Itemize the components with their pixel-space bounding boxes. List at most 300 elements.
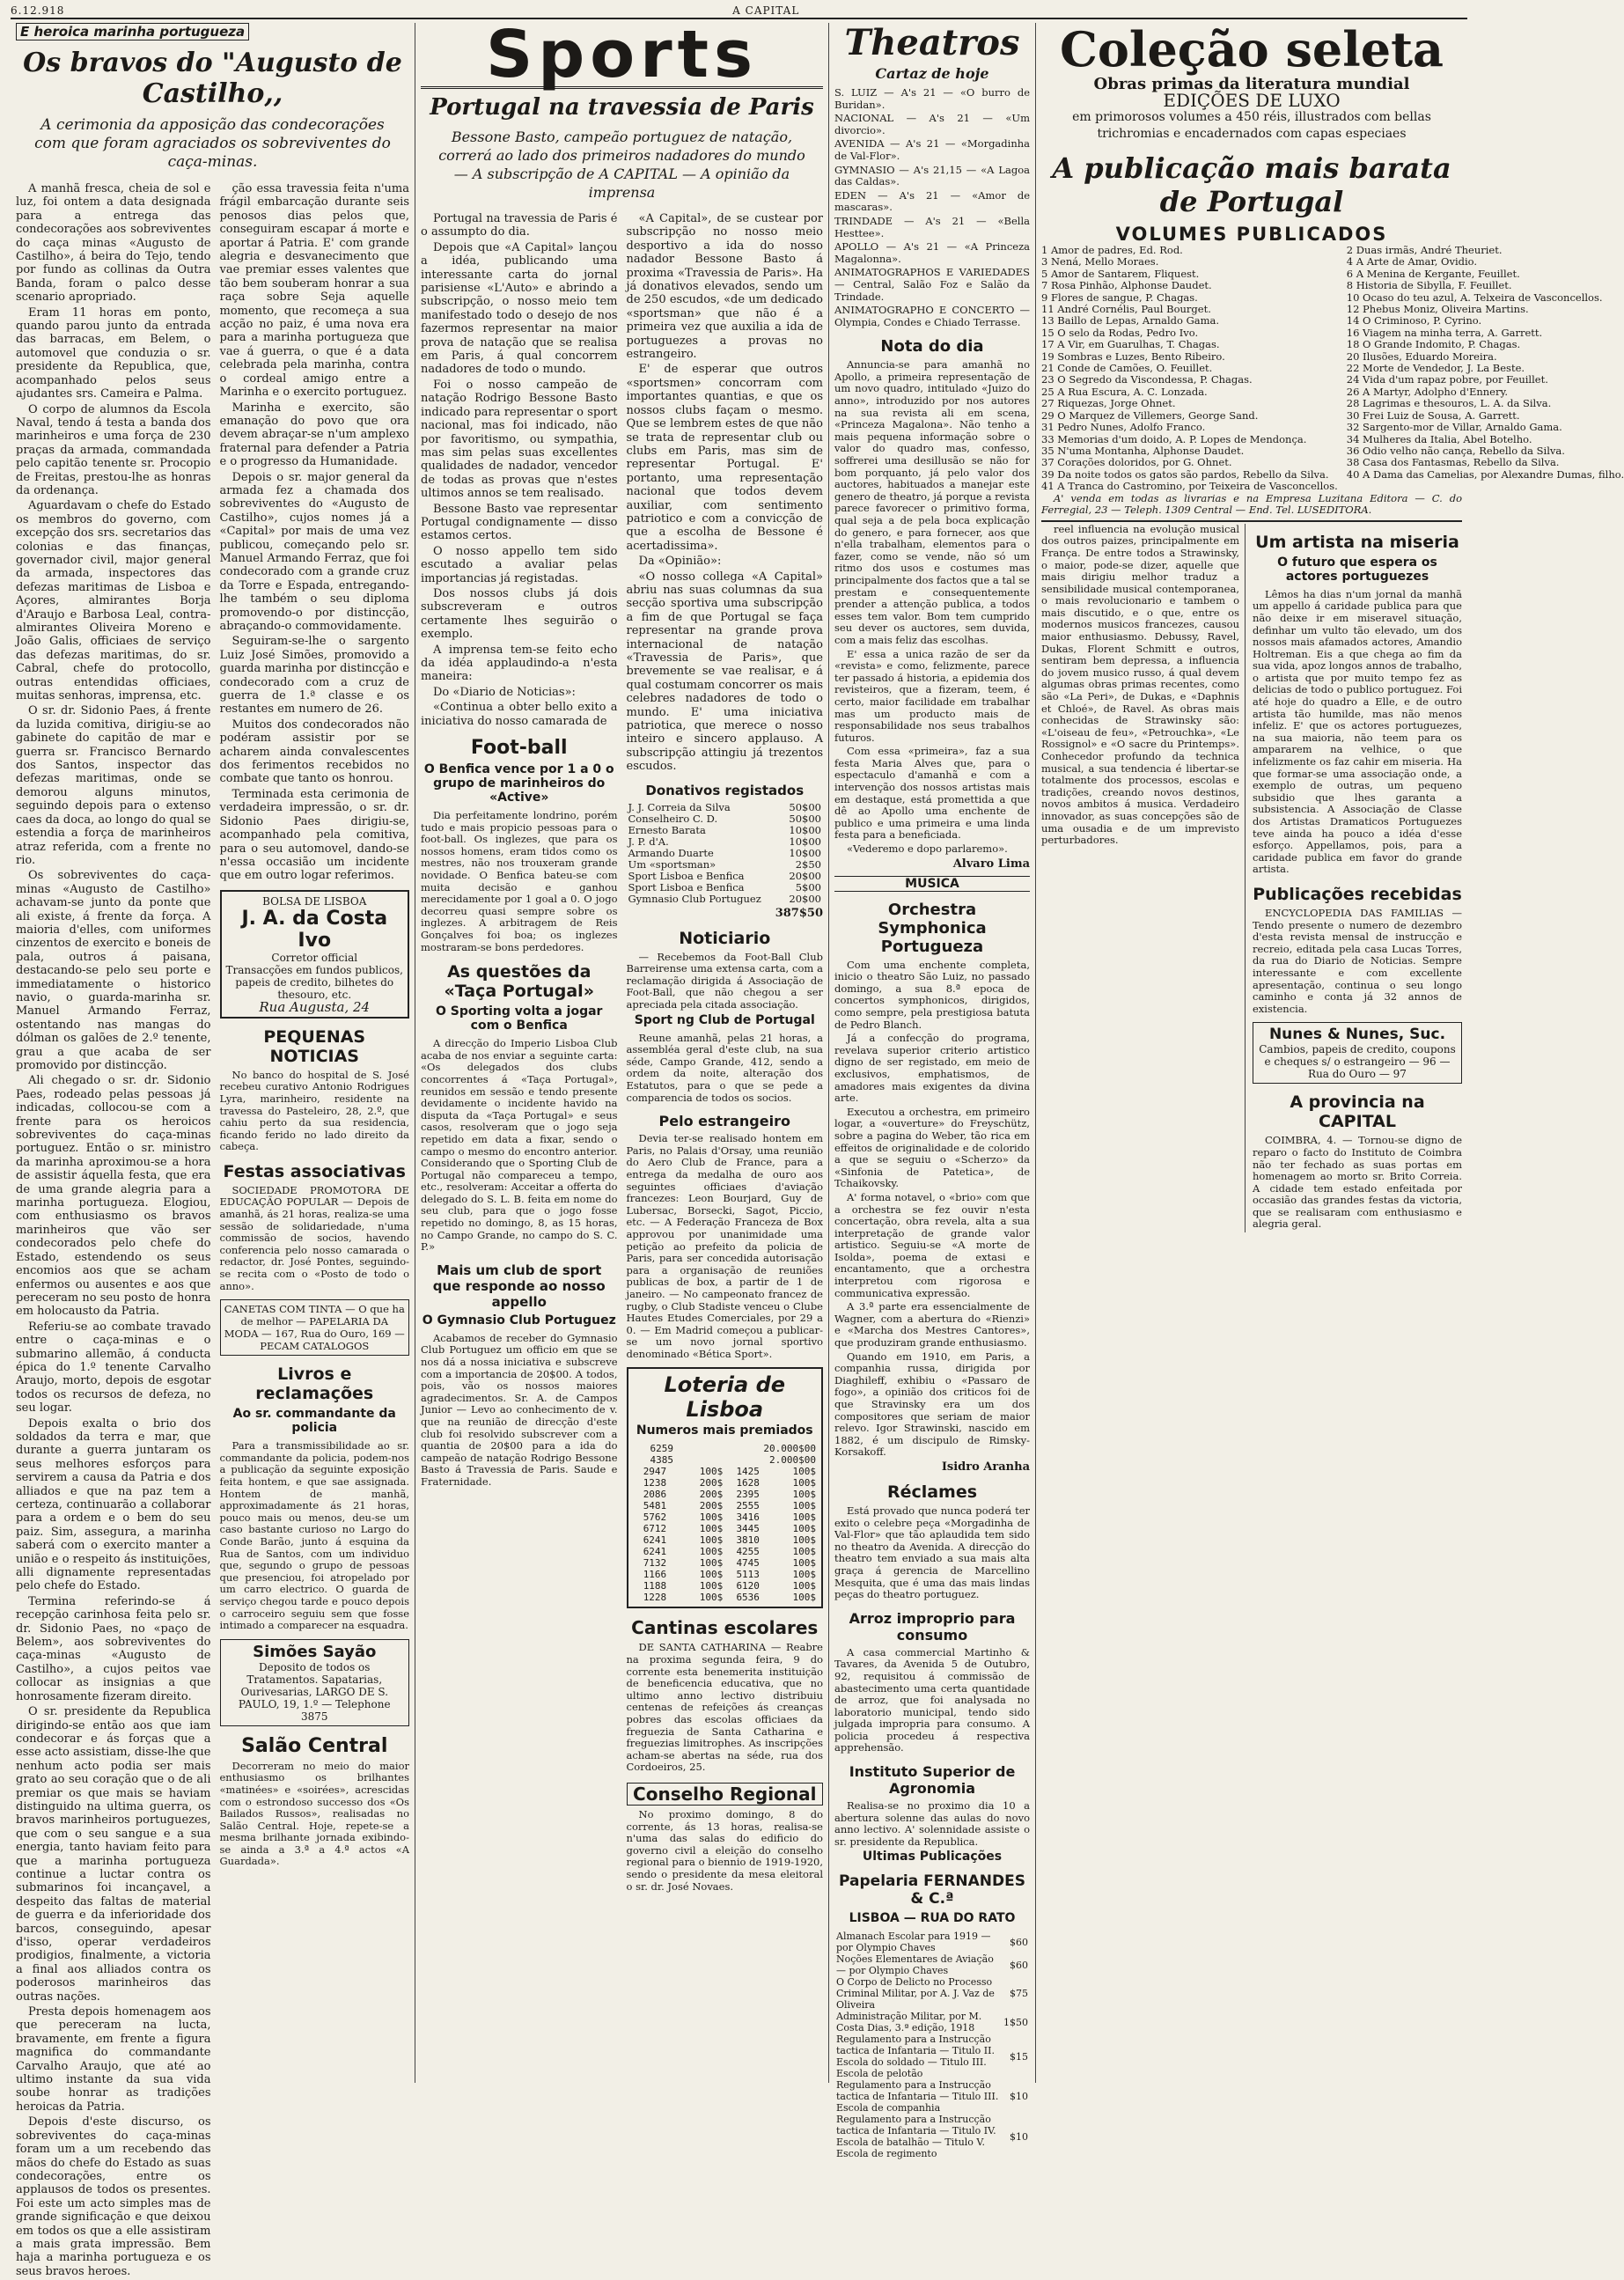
cantinas-text: DE SANTA CATHARINA — Reabre na proxima segunda feira, 9 do corrente esta benemerita instituição de beneficencia educativa, que no ultimo anno lectivo distribuiu centenas de refeições ás creanças pobres das escolas officiaes da freguezia de Santa Catharina e freguezias limitrophes. As inscripções acham-se abertas na séde, rua dos Cordoeiros, 25. xyxy=(626,1641,823,1774)
travessia-deck: Bessone Basto, campeão portuguez de natação, correrá ao lado dos primeiros nadadores do mundo — A subscripção de A CAPITAL — A opinião da imprensa xyxy=(438,129,805,201)
bolsa-title: BOLSA DE LISBOA xyxy=(262,894,367,908)
cartaz-item: ANIMATOGRAPHO E CONCERTO — Olympia, Condes e Chiado Terrasse. xyxy=(834,304,1030,328)
para: Com essa «primeira», faz a sua festa Maria Alves que, para o espectaculo d'amanhã e com a intervenção dos nossos artistas mais em destaque, está promettida a que dê ao Apollo uma enchente de publico e uma primeira e uma linda festa para a beneficiada. xyxy=(834,745,1030,842)
fernandes-row xyxy=(834,1976,1030,2011)
volume-item: 5 Amor de Santarem, Fliquest. xyxy=(1041,267,1200,280)
volume-item: 31 Pedro Nunes, Adolfo Franco. xyxy=(1041,421,1206,434)
table-cell: Gymnasio Club Portuguez xyxy=(628,892,761,905)
pequenas-text: No banco do hospital de S. José recebeu curativo Antonio Rodrigues Lyra, marinheiro, residente na travessa do Pasteleiro, 28, 2.º, que cahiu perto da sua residencia, ficando ferido no lado direito da cabeça. xyxy=(219,1068,409,1153)
table-cell: 100$ xyxy=(699,1511,724,1524)
football-sub: O Benfica vence por 1 a 0 o grupo de marinheiros do «Active» xyxy=(423,762,614,805)
table-cell: 4745 xyxy=(736,1557,760,1570)
table-cell: 200$ xyxy=(699,1477,724,1489)
para: Marinha e exercito, são emanação do povo que ora devem abraçar-se n'um amplexo fraternal para defender a Patria e o progresso da Humanidade. xyxy=(219,401,409,469)
para: O nosso appello tem sido escutado a avaliar pelas importancias já registadas. xyxy=(421,544,618,585)
table-cell: 10$00 xyxy=(789,823,821,836)
table-cell: 10$00 xyxy=(789,846,821,859)
orchestra-body xyxy=(834,960,1030,1459)
table-cell: 50$00 xyxy=(789,800,821,813)
table-cell: 5113 xyxy=(736,1569,760,1581)
fernandes-body xyxy=(834,1931,1030,2159)
loteria-top-body xyxy=(632,1443,819,1466)
volume-item: 30 Frei Luiz de Sousa, A. Garrett. xyxy=(1346,408,1520,422)
loteria-row xyxy=(632,1466,819,1477)
volume-item: 22 Morte de Vendedor, J. La Beste. xyxy=(1346,362,1525,375)
para: O sr. presidente da Republica dirigindo-se então aos que iam condecorar e ás forças que a esse acto assistiam, disse-lhe que nenhum acto podia ser mais grato ao seu coração que o de ali premiar os que mais se haviam distinguido na ultima guerra, os bravos marinheiros portuguezes, que com o seu sangue e a sua energia, tanto haviam feito para que a marinha portugueza continue a luctar contra os submarinos foi incançavel, a despeito das faltas de material de guerra e da inferioridade dos barcos, conseguindo, apesar d'isso, operar verdadeiros prodigios, finalmente, a victoria a final aos alliados contra os poderosos marinheiros das outras nações. xyxy=(16,1705,211,2004)
loteria-top-row xyxy=(632,1454,819,1466)
volume-item: 40 A Dama das Camelias, por Alexandre Dumas, filho. xyxy=(1346,467,1624,481)
article-col-b xyxy=(220,182,410,2280)
loteria-title: Loteria de Lisboa xyxy=(664,1372,786,1423)
table-cell: 5762 xyxy=(643,1511,667,1524)
provincia-text: COIMBRA, 4. — Tornou-se digno de reparo o facto do Instituto de Coimbra não ter fechado as suas portas em homenagem ao morto sr. Brito Correia. A cidade tem estado enfeitada por occasião das grandes festas da victoria, que se realisaram com enthusiasmo e alegria geral. xyxy=(1253,1134,1462,1231)
table-cell: 1188 xyxy=(643,1580,667,1592)
table-cell: 5$00 xyxy=(795,880,821,894)
table-cell: 100$ xyxy=(792,1569,816,1581)
pub-head: A publicação mais barata de Portugal xyxy=(1052,151,1451,218)
noticiario-title: Noticiario xyxy=(679,928,771,948)
taca-sub: O Sporting volta a jogar com o Benfica xyxy=(436,1004,603,1033)
para: Presta depois homenagem aos que pereceram na lucta, bravamente, em frente a figura magnifica do commandante Carvalho Araujo, que até ao ultimo instante da sua vida soube honrar as tradições heroicas da Patria. xyxy=(16,2005,211,2114)
arroz-title: Arroz improprio para consumo xyxy=(849,1609,1016,1644)
para: Da «Opinião»: xyxy=(638,555,722,569)
headline-augusto-castilho: Os bravos do "Augusto de Castilho,, xyxy=(23,48,402,109)
loteria-box xyxy=(627,1367,824,1608)
cartaz-item: AVENIDA — A's 21 — «Morgadinha de Val-Flor». xyxy=(834,137,1030,162)
simoes-title: Simões Sayão xyxy=(253,1642,377,1661)
volume-item: 9 Flores de sangue, P. Chagas. xyxy=(1041,291,1198,304)
table-cell: 6712 xyxy=(643,1523,667,1535)
table-cell: 20$00 xyxy=(789,869,821,882)
para: E' de esperar que outros «sportsmen» concorram com importantes quantias, e que os nossos clubs façam o mesmo. Que se lembrem estes de que não se trata de representar club ou clubs em Paris, mas sim de representar Portugal. E' portanto, uma representação nacional que todos devem auxiliar, com sentimento patriotico e com a convicção de que a escolha de Bessone é acertadissima». xyxy=(626,363,823,553)
donativo-row xyxy=(627,813,824,825)
table-cell: 100$ xyxy=(699,1546,724,1558)
canetas-ad: CANETAS COM TINTA — O que ha de melhor — PAPELARIA DA MODA — 167, Rua do Ouro, 169 — PECAM CATALOGOS xyxy=(220,1299,410,1356)
artista-title: Um artista na miseria xyxy=(1255,532,1459,552)
loteria-row xyxy=(632,1534,819,1546)
table-cell: 100$ xyxy=(792,1580,816,1592)
volume-item: 18 O Grande Indomito, P. Chagas. xyxy=(1346,338,1521,351)
table-cell: 100$ xyxy=(699,1580,724,1592)
volume-item: 37 Corações doloridos, por G. Ohnet. xyxy=(1041,456,1232,469)
para: Depois exalta o brio dos soldados da terra e mar, que durante a guerra juntaram os seus melhores esforços para servirem a causa da Patria e dos alliados e que na paz tem a certeza, continuarão a collaborar para a ordem e o bem do seu paiz. Sim, assegura, a marinha saberá com o exercito manter a união e o respeito ás instituições, alli dignamente representadas pelo chefe do Estado. xyxy=(16,1416,211,1593)
para: E' essa a unica razão de ser da «revista» e como, felizmente, parece ter passado á historia, a epidemia dos revisteiros, que a fizeram, teem, é certo, maior facilidade em trabalhar mas um producto mais de responsabilidade nos seus trabalhos futuros. xyxy=(834,647,1030,744)
instituto-text: Realisa-se no proximo dia 10 a abertura solenne das aulas do novo anno lectivo. A' solennidade assiste o sr. presidente da Republica. xyxy=(834,1799,1030,1848)
loteria-row xyxy=(632,1546,819,1557)
artista-text: Lêmos ha dias n'um jornal da manhã um appello á caridade publica para que não deixe ir em miseravel situação, definhar um vulto tão elevado, um dos nossos mais afamados actores, Amandio Holtreman. Eis a que chega ao fim da sua vida, apoz longos annos de trabalho, o artista que por muito tempo fez as delicias de todo o publico portuguez. Foi até hoje do quadro a Elle, e de outro artista tão humilde, mas não menos infeliz. E' que os actores portuguezes, na sua maioria, não teem para os ampararem na velhice, o que infelizmente os faz cahir em miseria. Ha que formar-se uma associação onde, a exemplo de outras, um pequeno subsidio que lhes garanta a subsistencia. A Associação de Classe dos Artistas Dramaticos Portuguezes teve ainda ha pouco a idéa d'esse esforço. Appellamos, pois, para a caridade publica em favor do grande artista. xyxy=(1253,587,1462,876)
table-cell: 2555 xyxy=(736,1500,760,1512)
donativo-row xyxy=(627,836,824,848)
para: Depois d'este discurso, os sobreviventes do caça-minas foram um a um recebendo das mãos do chefe do Estado as suas condecorações, entre os applausos de todos os presentes. Foi este um acto simples mas de grande significação e que deixou em todos os que a elle assistiram a mais grata impressão. Bem haja a marinha portugueza e os seus bravos heroes. xyxy=(16,2115,211,2278)
table-cell: Ernesto Barata xyxy=(628,823,706,836)
livros-sub: Ao sr. commandante da policia xyxy=(232,1407,396,1436)
fernandes-table xyxy=(834,1931,1030,2159)
nota-signature: Alvaro Lima xyxy=(952,857,1030,871)
nunes-lines: Cambios, papeis de credito, coupons e cheques s/ o estrangeiro — 96 — Rua do Ouro — 97 xyxy=(1259,1043,1456,1081)
donativos-table xyxy=(627,802,824,905)
para: Annuncia-se para amanhã no Apollo, a primeira representação de um novo quadro, intitulado «Juizo do anno», introduzido por nos autores na sua revista ali em scena, «Princeza Magalona». Não tenho a mais pequena informação sobre o valor do quadro mas, confesso, soffrerei uma desillusão se não for bom porquanto, já pelo valor dos auctores, habituados a manejar este genero de theatro, já porque a revista parece favorecer o primitivo forma, qual seja a de pela boca explicação do genero, e para fornecer, aos que n'ella trabalham, elementos para o fazer, como se vende, não só um ritmo dos usos e costumes mas principalmente dos factos que a tal se prestam e consequentemente prender a attenção publica, a todos esses tem valor. Bom tem cumprido seu dever os auctores, sem duvida, com a mais feliz das escolhas. xyxy=(834,358,1030,646)
conselho-title: Conselho Regional xyxy=(627,1783,824,1806)
ultimas-title: Ultimas Publicações xyxy=(862,1850,1003,1864)
columns xyxy=(11,17,1624,2278)
donativos-title: Donativos registados xyxy=(645,782,805,798)
table-cell: Conselheiro C. D. xyxy=(628,812,718,825)
deck: A cerimonia da apposição das condecorações com que foram agraciados os sobreviventes do caça-minas. xyxy=(34,116,391,171)
volume-item: 8 Historia de Sibylla, F. Feuillet. xyxy=(1346,279,1512,292)
cartaz-item: TRINDADE — A's 21 — «Bella Hesttee». xyxy=(834,214,1030,239)
donativo-row xyxy=(627,882,824,894)
para: Terminada esta cerimonia de verdadeira impressão, o sr. dr. Sidonio Paes dirigiu-se, acompanhado pela comitiva, para o seu automovel, dando-se n'essa occasião um incidente que em outro logar referimos. xyxy=(219,787,409,883)
table-cell: 6536 xyxy=(736,1592,760,1604)
volume-item: 14 O Criminoso, P. Cyrino. xyxy=(1346,314,1482,327)
table-cell: 2$50 xyxy=(795,857,821,871)
para: Depois o sr. major general da armada fez a chamada dos sobreviventes do «Augusto de Castilho», cujos nomes já a «Capital» por mais de uma vez publicou, começando pelo sr. Manuel Armando Ferraz, que foi condecorado com a grande cruz da Torre e Espada, entregando-lhe também o seu diploma promovendo-o por distincção, abraçando-o commovidamente. xyxy=(219,470,409,633)
column-4 xyxy=(1036,21,1624,2083)
noticiario-sub: Sport ng Club de Portugal xyxy=(634,1012,815,1027)
theatros-masthead: Theatros xyxy=(844,22,1020,63)
para: Depois que «A Capital» lançou a idéa, publicando uma interessante carta do jornal parisiense «L'Auto» e abrindo a subscripção, o nosso meio tem manifestado todo o desejo de nos fazermos representar na maior prova de natação que se realisa em Paris, á qual concorrem nadadores de todo o mundo. xyxy=(421,240,618,377)
donativos-total: 387$50 xyxy=(775,906,823,920)
table-cell: 200$ xyxy=(699,1500,724,1512)
column-3 xyxy=(829,22,1036,2160)
table-cell: 10$00 xyxy=(789,835,821,848)
table-cell: 100$ xyxy=(699,1592,724,1604)
para: «O nosso collega «A Capital» abriu nas suas columnas da sua secção sportiva uma subscripção a fim de que Portugal se faça representar na grande prova internacional de natação «Travessia de Paris», que brevemente se vae realisar, e á qual costumam concorrer os mais celebres nadadores de todo o mundo. E' uma iniciativa patriotica, que merece o nosso inteiro e sincero applauso. A subscripção attingiu já trezentos escudos. xyxy=(626,570,823,774)
para: Aguardavam o chefe do Estado os membros do governo, com excepção dos srs. secretarios das colonias e das finanças, governador civil, major general da armada, inspectores das defezas maritimas de Lisboa e Açores, almirantes Borja d'Araujo e Barbosa Leal, contra-almirantes Oliveira Moreno e João Galis, officiaes de serviço das defezas maritimas, do sr. Cabral, chefe do protocollo, outras entendidas officiaes, muitas senhoras, imprensa, etc. xyxy=(16,499,211,703)
volume-item: 35 N'uma Montanha, Alphonse Daudet. xyxy=(1041,444,1245,457)
table-cell: 100$ xyxy=(792,1534,816,1547)
table-cell: 5481 xyxy=(643,1500,667,1512)
volume-item: 11 André Cornélis, Paul Bourget. xyxy=(1041,303,1211,316)
fernandes-row xyxy=(834,2079,1030,2114)
reclames-title: Réclames xyxy=(886,1482,978,1502)
table-cell: 100$ xyxy=(699,1466,724,1478)
para: A manhã fresca, cheia de sol e luz, foi ontem a data designada para a entrega das condecorações aos sobreviventes do caça minas «Augusto de Castilho», á beira do Tejo, tendo por fundo as collinas da Outra Banda, foram o palco desse scenario apropriado. xyxy=(16,182,211,305)
noticiario-text: — Recebemos da Foot-Ball Club Barreirense uma extensa carta, com a reclamação dirigida á Associação de Foot-Ball, que não chegou a ser apreciada pela citada associação. xyxy=(626,950,823,1011)
table-cell: 6241 xyxy=(643,1534,667,1547)
para: Termina referindo-se á recepção carinhosa feita pelo sr. dr. Sidonio Paes, no «paço de Belem», aos sobreviventes do caça-minas «Augusto de Castilho», a cujos peitos vae collocar as insignias a que honrosamente fizeram direito. xyxy=(16,1594,211,1703)
paper-name: A CAPITAL xyxy=(732,4,800,17)
table-cell: 1238 xyxy=(643,1477,667,1489)
cartaz-item: ANIMATOGRAPHOS E VARIEDADES — Central, Salão Foz e Salão da Trindade. xyxy=(834,266,1030,303)
artista-sub: O futuro que espera os actores portuguezes xyxy=(1277,555,1437,584)
pequenas-title: PEQUENAS NOTICIAS xyxy=(263,1026,366,1066)
fernandes-row xyxy=(834,1931,1030,1953)
arroz-text: A casa commercial Martinho & Tavares, da Avenida 5 de Outubro, 92, requisitou á commissão de abastecimento uma certa quantidade de arroz, que foi analysada no laboratorio municipal, tendo sido julgada impropria para consumo. A policia procedeu á respectiva apprehensão. xyxy=(834,1645,1030,1754)
volume-item: 21 Conde de Camões, O. Feuillet. xyxy=(1041,362,1213,375)
loteria-body xyxy=(632,1466,819,1603)
recebidas-title: Publicações recebidas xyxy=(1253,884,1462,904)
cartaz-list xyxy=(834,87,1030,328)
table-cell: Regulamento para a Instrucção tactica de Infantaria — Titulo IV. Escola de batalhão — Titulo V. Escola de regimento xyxy=(836,2114,996,2160)
volume-item: 20 Ilusões, Eduardo Moreira. xyxy=(1346,349,1497,363)
volumes-heading: VOLUMES PUBLICADOS xyxy=(1115,224,1388,245)
para: Portugal na travessia de Paris é o assumpto do dia. xyxy=(421,212,618,239)
bolsa-ad xyxy=(220,890,410,1019)
salao-text: Decorreram no meio do maior enthusiasmo os brilhantes «matinées» e «soirées», acrescidas com o estrondoso successo dos «Os Bailados Russos», realisadas no Salão Central. Hoje, repete-se a mesma brilhante jornada exibindo-se ainda a 3.ª a 4.ª actos «A Guardada». xyxy=(219,1759,409,1868)
table-cell: 200$ xyxy=(699,1489,724,1501)
para: Os sobreviventes do caça-minas «Augusto de Castilho» achavam-se junto da ponte que ali existe, á frente da força. A maioria d'elles, com uniformes cinzentos de exercito e boneis de pala, outros á paisana, destacando-se pelo seu porte e immediatamente o historico navio, o guarda-marinha sr. Manuel Armando Ferraz, ostentando nas mangas do dólman os galões de 2.º tenente, grau a que acaba de ser promovido por distincção. xyxy=(16,869,211,1072)
loteria-row xyxy=(632,1580,819,1592)
volume-item: 28 Lagrimas e thesouros, L. A. da Silva. xyxy=(1346,397,1552,410)
volume-item: 36 Odio velho não cança, Rebello da Silva. xyxy=(1346,444,1565,457)
table-cell: 20.000$00 xyxy=(763,1443,816,1455)
kicker: E heroica marinha portugueza xyxy=(16,23,249,40)
para: Foi o nosso campeão de natação Rodrigo Bessone Basto indicado para representar o sport nacional, mas foi indicado, não por favoritismo, ou sympathia, mas sim pelas suas excellentes qualidades de nadador, vencedor de todas as provas que n'estes ultimos annos se tem realisado. xyxy=(421,378,618,501)
fernandes-row xyxy=(834,2034,1030,2079)
gymnasio-text: Acabamos de receber do Gymnasio Club Portuguez um officio em que se nos dá a nossa iniciativa e subscreve com a importancia de 20$00. A todos, pois, vão os nossos maiores agradecimentos. Sr. A. de Campos Junior — Levo ao conhecimento de v. que na reunião de direcção d'este club foi resolvido subscrever com a quantia de 20$00 para a ida do campeão de natação Rodrigo Bessone Basto á Travessia de Paris. Saude e Fraternidade. xyxy=(421,1331,618,1488)
table-cell: $10 xyxy=(1010,2130,1028,2143)
col4-split xyxy=(1041,524,1462,1232)
table-cell: Regulamento para a Instrucção tactica de Infantaria — Titulo III. Escola de companhia xyxy=(836,2079,999,2115)
table-cell: 100$ xyxy=(699,1557,724,1570)
sports-col-a xyxy=(421,212,618,1894)
volume-item: 12 Phebus Moniz, Oliveira Martins. xyxy=(1346,303,1529,316)
table-cell: 2.000$00 xyxy=(769,1454,816,1467)
musica-header: MUSICA xyxy=(834,876,1030,892)
volume-item: 7 Rosa Pinhão, Alphonse Daudet. xyxy=(1041,279,1212,292)
volume-item: 26 A Martyr, Adolpho d'Ennery. xyxy=(1346,385,1509,398)
table-cell: Sport Lisboa e Benfica xyxy=(628,869,745,882)
sports-masthead: Sports xyxy=(421,23,823,89)
loteria-row xyxy=(632,1592,819,1603)
table-cell: 6120 xyxy=(736,1580,760,1592)
table-cell: Administração Militar, por M. Costa Dias, 3.ª edição, 1918 xyxy=(836,2011,982,2034)
table-cell: 2086 xyxy=(643,1489,667,1501)
fernandes-row xyxy=(834,1953,1030,1976)
table-cell: 3445 xyxy=(736,1523,760,1535)
para: «Continua a obter bello exito a iniciativa do nosso camarada de xyxy=(421,701,618,728)
instituto-title: Instituto Superior de Agronomia xyxy=(849,1763,1016,1798)
loteria-row xyxy=(632,1511,819,1523)
colecao-sub2: EDIÇÕES DE LUXO xyxy=(1163,90,1341,111)
loteria-top xyxy=(632,1443,819,1466)
table-cell: 6259 xyxy=(650,1443,674,1455)
volume-item: 24 Vida d'um rapaz pobre, por Feuillet. xyxy=(1346,373,1548,386)
para: O sr. dr. Sidonio Paes, á frente da luzida comitiva, dirigiu-se ao gabinete do capitão de mar e guerra sr. Francisco Bernardo dos Santos, inspector das defezas maritimas, onde se demorou alguns minutos, seguindo depois para o extenso caes da doca, ao longo do qual se estendia a força de marinheiros atraz referida, com a frente no rio. xyxy=(16,704,211,867)
table-cell: 1425 xyxy=(736,1466,760,1478)
donativo-row xyxy=(627,871,824,882)
col4-right xyxy=(1246,524,1462,1232)
table-cell: 6241 xyxy=(643,1546,667,1558)
table-cell: 3416 xyxy=(736,1511,760,1524)
table-cell: Noções Elementares de Aviação — por Olympio Chaves xyxy=(836,1953,994,1977)
estrangeiro-title: Pelo estrangeiro xyxy=(658,1113,790,1130)
column-2 xyxy=(415,17,829,2083)
fernandes-title: Papelaria FERNANDES & C.ª xyxy=(839,1872,1025,1909)
donativo-row xyxy=(627,802,824,813)
festas-text: SOCIEDADE PROMOTORA DE EDUCAÇÃO POPULAR — Depois de amanhã, ás 21 horas, realiza-se uma sessão de solidariedade, n'uma commissão de socios, havendo conferencia pelo nosso camarada o redactor, dr. José Pontes, seguindo-se recita com o «Posto de todo o anno». xyxy=(219,1183,409,1292)
cartaz-item: EDEN — A's 21 — «Amor de mascaras». xyxy=(834,188,1030,214)
para: Executou a orchestra, em primeiro logar, a «ouverture» do Freyschütz, sobre a pagina do Weber, tão rica em effeitos de originalidade e de colorido a que se seguiu o «Scherzo» da «Sinfonia de Patetica», de Tchaikovsky. xyxy=(834,1105,1030,1190)
simoes-lines: Deposito de todos os Tratamentos. Sapatarias, Ourivesarias, LARGO DE S. PAULO, 19, 1.º — Telephone 3875 xyxy=(238,1660,391,1723)
volume-item: 38 Casa dos Fantasmas, Rebello da Silva. xyxy=(1346,456,1560,469)
table-cell: Regulamento para a Instrucção tactica de Infantaria — Titulo II. Escola do soldado — Titulo III. Escola de pelotão xyxy=(836,2034,995,2080)
table-cell: 3810 xyxy=(736,1534,760,1547)
para: A' forma notavel, o «brio» com que a orchestra se fez ouvir n'esta concertação, obra revela, alta a sua interpretação de grande valor artistico. Seguiu-se «A morte de Isolda», poema de extasi e encantamento, que a orchestra interpretou com rigorosa e communicativa expressão. xyxy=(834,1190,1030,1299)
volume-item: 2 Duas irmãs, André Theuriet. xyxy=(1346,244,1503,256)
nunes-title: Nunes & Nunes, Suc. xyxy=(1268,1026,1446,1044)
table-cell: 100$ xyxy=(792,1477,816,1489)
volume-item: 3 Nená, Mello Moraes. xyxy=(1041,255,1159,268)
table-cell: 100$ xyxy=(792,1500,816,1512)
para: A 3.ª parte era essencialmente de Wagner, com a abertura do «Rienzi» e «Marcha dos Mestres Cantores», que produziram grande enthusiasmo. xyxy=(834,1300,1030,1350)
para: O corpo de alumnos da Escola Naval, tendo á testa a banda dos marinheiros e uma força de 230 praças da armada, commandada pelo capitão tenente sr. Procopio de Freitas, prestou-lhe as honras da ordenança. xyxy=(16,402,211,497)
table-cell: Armando Duarte xyxy=(628,846,714,859)
table-cell: 1628 xyxy=(736,1477,760,1489)
noticiario-text2: Reune amanhã, pelas 21 horas, a assembléa geral d'este club, na sua séde, Campo Grande, 412, sendo a ordem da noite, alteração dos Estatutos, para o que se pede a comparencia de todos os socios. xyxy=(626,1031,823,1104)
loteria-table xyxy=(632,1466,819,1603)
donativo-row xyxy=(627,848,824,859)
cantinas-title: Cantinas escolares xyxy=(631,1617,819,1639)
volume-item: 23 O Segredo da Viscondessa, P. Chagas. xyxy=(1041,373,1253,386)
recebidas-text: ENCYCLOPEDIA DAS FAMILIAS — Tendo presente o numero de dezembro d'esta revista mensal de instrucção e recreio, editada pela casa Lucas Torres, da rua do Diario de Noticias. Sempre interessante e com excellente apresentação, continua o seu longo caminho e conta já 32 annos de existencia. xyxy=(1253,906,1462,1015)
cartaz-item: GYMNASIO — A's 21,15 — «A Lagoa das Caldas». xyxy=(834,163,1030,188)
table-cell: J. P. d'A. xyxy=(628,835,669,848)
simoes-ad xyxy=(220,1639,410,1726)
donativos-body xyxy=(627,802,824,905)
volume-item: 15 O selo da Rodas, Pedro Ivo. xyxy=(1041,326,1199,339)
cartaz-item: APOLLO — A's 21 — «A Princeza Magalonna». xyxy=(834,240,1030,265)
donativo-row xyxy=(627,894,824,905)
volume-item: 1 Amor de padres, Ed. Rod. xyxy=(1041,244,1183,256)
volume-item: 16 Viagem na minha terra, A. Garrett. xyxy=(1346,326,1543,339)
col4-left xyxy=(1041,524,1246,1232)
table-cell: 20$00 xyxy=(789,892,821,905)
donativo-row xyxy=(627,825,824,836)
para: Ali chegado o sr. dr. Sidonio Paes, rodeado pelas pessoas já indicadas, collocou-se com a frente para os heroicos sobreviventes do caça-minas portuguez. Então o sr. ministro da marinha aproximou-se a hora de assistir áquella festa, que era de uma grande alegria para a marinha portugueza. Elogiou, com enthusiasmo os bravos marinheiros que vão ser condecorados pelo chefe do Estado, estendendo os seus encomios aos que se acham enfermos ou ausentes e aos que pereceram no seu posto de honra em holocausto da Patria. xyxy=(16,1074,211,1319)
para: Eram 11 horas em ponto, quando parou junto da entrada das barracas, em Belem, o automovel que conduzia o sr. presidente da Republica, que, acompanhado pelos seus ajudantes srs. Cameira e Palma. xyxy=(16,305,211,401)
table-cell: 1$50 xyxy=(1003,2016,1028,2028)
table-cell: $60 xyxy=(1010,1959,1028,1971)
table-cell: 4385 xyxy=(650,1454,674,1467)
gymnasio-sub: O Gymnasio Club Portuguez xyxy=(422,1313,616,1328)
para: Dos nossos clubs já dois subscreveram e outros certamente lhes seguirão o exemplo. xyxy=(421,586,618,642)
loteria-row xyxy=(632,1500,819,1511)
table-cell: 4255 xyxy=(736,1546,760,1558)
salao-title: Salão Central xyxy=(241,1734,388,1757)
table-cell: 100$ xyxy=(792,1511,816,1524)
para: A imprensa tem-se feito echo da idéa applaudindo-a n'esta maneira: xyxy=(421,643,618,684)
para: Já a confecção do programa, revelava superior criterio artistico digno de ser registado, em meio de exclusivos, emphatismos, de amadores mais exigentes da divina arte. xyxy=(834,1032,1030,1105)
loteria-sub: Numeros mais premiados xyxy=(636,1423,813,1438)
nota-body xyxy=(834,359,1030,855)
livros-text: Para a transmissibilidade ao sr. commandante da policia, podem-nos a publicação da seguinte exposição feita hontem, e que sae assignada. Hontem de manhã, approximadamente ás 21 horas, pouco mais ou menos, deu-se um caso bastante curioso no Largo do Conde Barão, junto á esquina da Rua de Santos, com um individuo que, segundo o grupo de pessoas que presenciou, foi atropelado por um carro electrico. O guarda de serviço chegou tarde e pouco depois o carroceiro seguiu sem que fosse intimado a comparecer na esquadra. xyxy=(219,1439,409,1632)
table-cell: $60 xyxy=(1010,1936,1028,1948)
volumes-list xyxy=(1041,244,1624,493)
para: «A Capital», de se custear por subscripção no nosso meio desportivo a ida do nosso nadador Bessone Basto á proxima «Travessia de Paris». Ha já donativos elevados, sendo um de 250 escudos, «de um dedicado «sportsman» que não é a primeira vez que auxilia a ida de portuguezes a provas no estrangeiro. xyxy=(626,212,823,362)
table-cell: 100$ xyxy=(699,1569,724,1581)
table-cell: 100$ xyxy=(792,1557,816,1570)
article-body xyxy=(16,182,409,2280)
volume-item: 27 Riquezas, Jorge Ohnet. xyxy=(1041,397,1176,410)
para: Quando em 1910, em Paris, a companhia russa, dirigida por Diaghileff, exhibiu o «Passaro de fogo», a opinião dos criticos foi de que Stravinsky era um dos compositores que seriam de maior relevo. Igor Strawinski, nascido em 1882, é um discipulo de Rimsky-Korsakoff. xyxy=(834,1350,1030,1459)
article-col-a xyxy=(16,182,211,2280)
loteria-row xyxy=(632,1523,819,1534)
table-cell: Sport Lisboa e Benfica xyxy=(628,880,745,894)
bolsa-lines: Transacções em fundos publicos, papeis de credito, bilhetes do thesouro, etc. xyxy=(225,963,403,1001)
headline-travessia: Portugal na travessia de Paris xyxy=(430,94,814,121)
table-cell: Almanach Escolar para 1919 — por Olympio Chaves xyxy=(836,1931,991,1954)
table-cell: $10 xyxy=(1010,2091,1028,2103)
issue-date: 6.12.918 xyxy=(11,4,65,17)
table-cell: 7132 xyxy=(643,1557,667,1570)
bolsa-firm: J. A. da Costa Ivo xyxy=(241,907,388,952)
orchestra-title: Orchestra Symphonica Portugueza xyxy=(878,900,987,956)
volume-item: 13 Baillo de Lepas, Arnaldo Gama. xyxy=(1041,314,1220,327)
para: ção essa travessia feita n'uma frágil embarcação durante seis penosos dias pelos que, conseguiram escapar á morte e aportar á Patria. E' com grande alegria e desvanecimento que vae premiar esses valentes que tão bem souberam honrar a sua raça sobre Seja aquelle momento, que recomeça a sua acção no paiz, é uma nova era para a marinha portugueza que vae á guerra, o que é a data celebrada pela marinha, contra o cordeal amigo entre a Marinha e o exercito portuguez. xyxy=(219,182,409,400)
para: Muitos dos condecorados não podéram assistir por se acharem ainda convalescentes dos ferimentos recebidos no combate que tanto os honrou. xyxy=(219,717,409,786)
cartaz-title: Cartaz de hoje xyxy=(875,65,989,82)
table-cell: $75 xyxy=(1010,1988,1028,2000)
volume-item: 29 O Marquez de Villemers, George Sand. xyxy=(1041,408,1259,422)
table-cell: 100$ xyxy=(699,1523,724,1535)
livros-title: Livros e reclamações xyxy=(255,1364,374,1404)
sports-body xyxy=(421,212,823,1894)
sports-col-b xyxy=(627,212,824,1894)
volume-item: 19 Sombras e Luzes, Bento Ribeiro. xyxy=(1041,349,1225,363)
taca-title: As questões da «Taça Portugal» xyxy=(444,962,594,1002)
para: Do «Diario de Noticias»: xyxy=(433,685,576,699)
fernandes-row xyxy=(834,2114,1030,2159)
strawinsky-cont: reel influencia na evolução musical dos outros paizes, principalmente em França. De entre todos a Strawinsky, o maior, pode-se dizer, aquelle que mais dirigiu melhor traduz a sensibilidade musical contemporanea, o mais revolucionario e tambem o mais discutido, e o que, entre os modernos musicos francezes, causou maior enthusiasmo. Debussy, Ravel, Dukas, Florent Schmitt e outros, sentiram bem depressa, a influencia do jovem musico russo, á qual devem algumas obras primas recentes, como são «La Peri», de Dukas, e «Daphnis et Chloé», de Ravel. As obras mais conhecidas de Strawinsky são: «L'oiseau de feu», «Petrouchka», «Le Rossignol» e «O sacre du Printemps». Conhecedor profundo da technica musical, a sua tendencia é libertar-se totalmente dos processos, escolas e tradições, creando novos destinos, novos ambitos á musica. Verdadeiro innovador, as suas concepções são de uma ousadia e de um imprevisto perturbadores. xyxy=(1041,522,1239,847)
table-cell: Um «sportsman» xyxy=(628,857,716,871)
para: Bessone Basto vae representar Portugal condignamente — disso estamos certos. xyxy=(421,502,618,543)
festas-title: Festas associativas xyxy=(223,1161,406,1181)
provincia-title: A provincia na CAPITAL xyxy=(1290,1092,1425,1132)
volume-item: 33 Memorias d'um doido, A. P. Lopes de Mendonça. xyxy=(1041,432,1307,445)
loteria-row xyxy=(632,1557,819,1569)
nunes-ad xyxy=(1253,1022,1462,1084)
volume-item: 41 A Tranca do Castromino, por Teixeira de Vasconcellos. xyxy=(1041,480,1338,493)
table-cell: 100$ xyxy=(792,1523,816,1535)
taca-text: A direcção do Imperio Lisboa Club acaba de nos enviar a seguinte carta: «Os delegados dos clubs concorrentes á «Taça Portugal», reunidos em sessão e tendo presente devidamente o incidente havido na disputa da «Taça Portugal» e seus casos, resolveram que o jogo seja repetido em data a fixar, sendo o campo o mesmo do encontro anterior. Considerando que o Sporting Club de Portugal não compareceu a tempo, etc., resolveram: Acceitar a offerta do delegado do S. L. B. feita em nome do seu club, para que o jogo fosse repetido no domingo, 8, as 15 horas, no Campo Grande, no campo do S. C. P.» xyxy=(421,1037,618,1254)
empresa-line: A' venda em todas as livrarias e na Empresa Luzitana Editora — C. do Ferregial, 23 — Teleph. 1309 Central — End. Tel. LUSEDITORA. xyxy=(1041,493,1462,522)
volume-item: 6 A Menina de Kergante, Feuillet. xyxy=(1346,267,1520,280)
orchestra-signature: Isidro Aranha xyxy=(941,1460,1030,1474)
para: Referiu-se ao combate travado entre o caça-minas e o submarino allemão, á conducta épica do 1.º tenente Carvalho Araujo, morto, depois de esgotar todos os recursos de defeza, no seu logar. xyxy=(16,1320,211,1416)
conselho-text: No proximo domingo, 8 do corrente, ás 13 horas, realisa-se n'uma das salas do edificio do governo civil a eleição do conselho regional para o biennio de 1919-1920, sendo o presidente da mesa eleitoral o sr. dr. José Novaes. xyxy=(626,1808,823,1893)
bolsa-address: Rua Augusta, 24 xyxy=(259,998,371,1015)
table-cell: 1228 xyxy=(643,1592,667,1604)
table-cell: 100$ xyxy=(792,1592,816,1604)
volume-item: 4 A Arte de Amar, Ovidio. xyxy=(1346,255,1478,268)
colecao-sub3: em primorosos volumes a 450 réis, illustrados com bellas trichromias e encadernados com capas especiaes xyxy=(1072,110,1431,141)
para: Com uma enchente completa, inicio o theatro São Luiz, no passado domingo, a sua 8.ª epoca de concertos symphonicos, dirigidos, como sempre, pela prestigiosa batuta de Pedro Blanch. xyxy=(834,958,1030,1031)
nota-title: Nota do dia xyxy=(880,337,984,357)
football-text: Dia perfeitamente londrino, porém tudo e mais propicio pessoas para o foot-ball. Os inglezes, que para os nossos homens, eram tidos como os mestres, não nos trouxeram grande novidade. O Benfica bateu-se com muita decisão e ganhou merecidamente por 1 goal a 0. O jogo decorreu quasi sempre sobre os inglezes. A arbitragem de Reis Gonçalves foi boa; os inglezes mostraram-se bons perdedores. xyxy=(421,809,618,953)
loteria-row xyxy=(632,1569,819,1580)
para: «Vederemo e dopo parlaremo». xyxy=(847,842,1008,856)
table-cell: 1166 xyxy=(643,1569,667,1581)
cartaz-item: NACIONAL — A's 21 — «Um divorcio». xyxy=(834,112,1030,136)
fernandes-address: LISBOA — RUA DO RATO xyxy=(849,1911,1016,1926)
table-cell: 100$ xyxy=(792,1466,816,1478)
reclames-text: Está provado que nunca poderá ter exito o celebre peça «Morgadinha de Val-Flor» que tão aplaudida tem sido no theatro da Avenida. A direcção do theatro tem enviado a sua mais alta graça á gerencia de Marcellino Mesquita, que é uma das mais lindas peças do theatro portuguez. xyxy=(834,1504,1030,1601)
table-cell: 100$ xyxy=(699,1534,724,1547)
table-cell: $15 xyxy=(1010,2050,1028,2063)
volume-item: 25 A Rua Escura, A. C. Lonzada. xyxy=(1041,385,1208,398)
loteria-row xyxy=(632,1477,819,1489)
table-cell: 100$ xyxy=(792,1546,816,1558)
volume-item: 10 Ocaso do teu azul, A. Telxeira de Vasconcellos. xyxy=(1346,291,1603,304)
volume-item: 34 Mulheres da Italia, Abel Botelho. xyxy=(1346,432,1532,445)
table-cell: J. J. Correia da Silva xyxy=(628,800,731,813)
colecao-sub1: Obras primas da literatura mundial xyxy=(1093,75,1410,93)
table-cell: 2947 xyxy=(643,1466,667,1478)
table-cell: 2395 xyxy=(736,1489,760,1501)
gymnasio-title: Mais um club de sport que responde ao nosso appello xyxy=(432,1261,606,1310)
